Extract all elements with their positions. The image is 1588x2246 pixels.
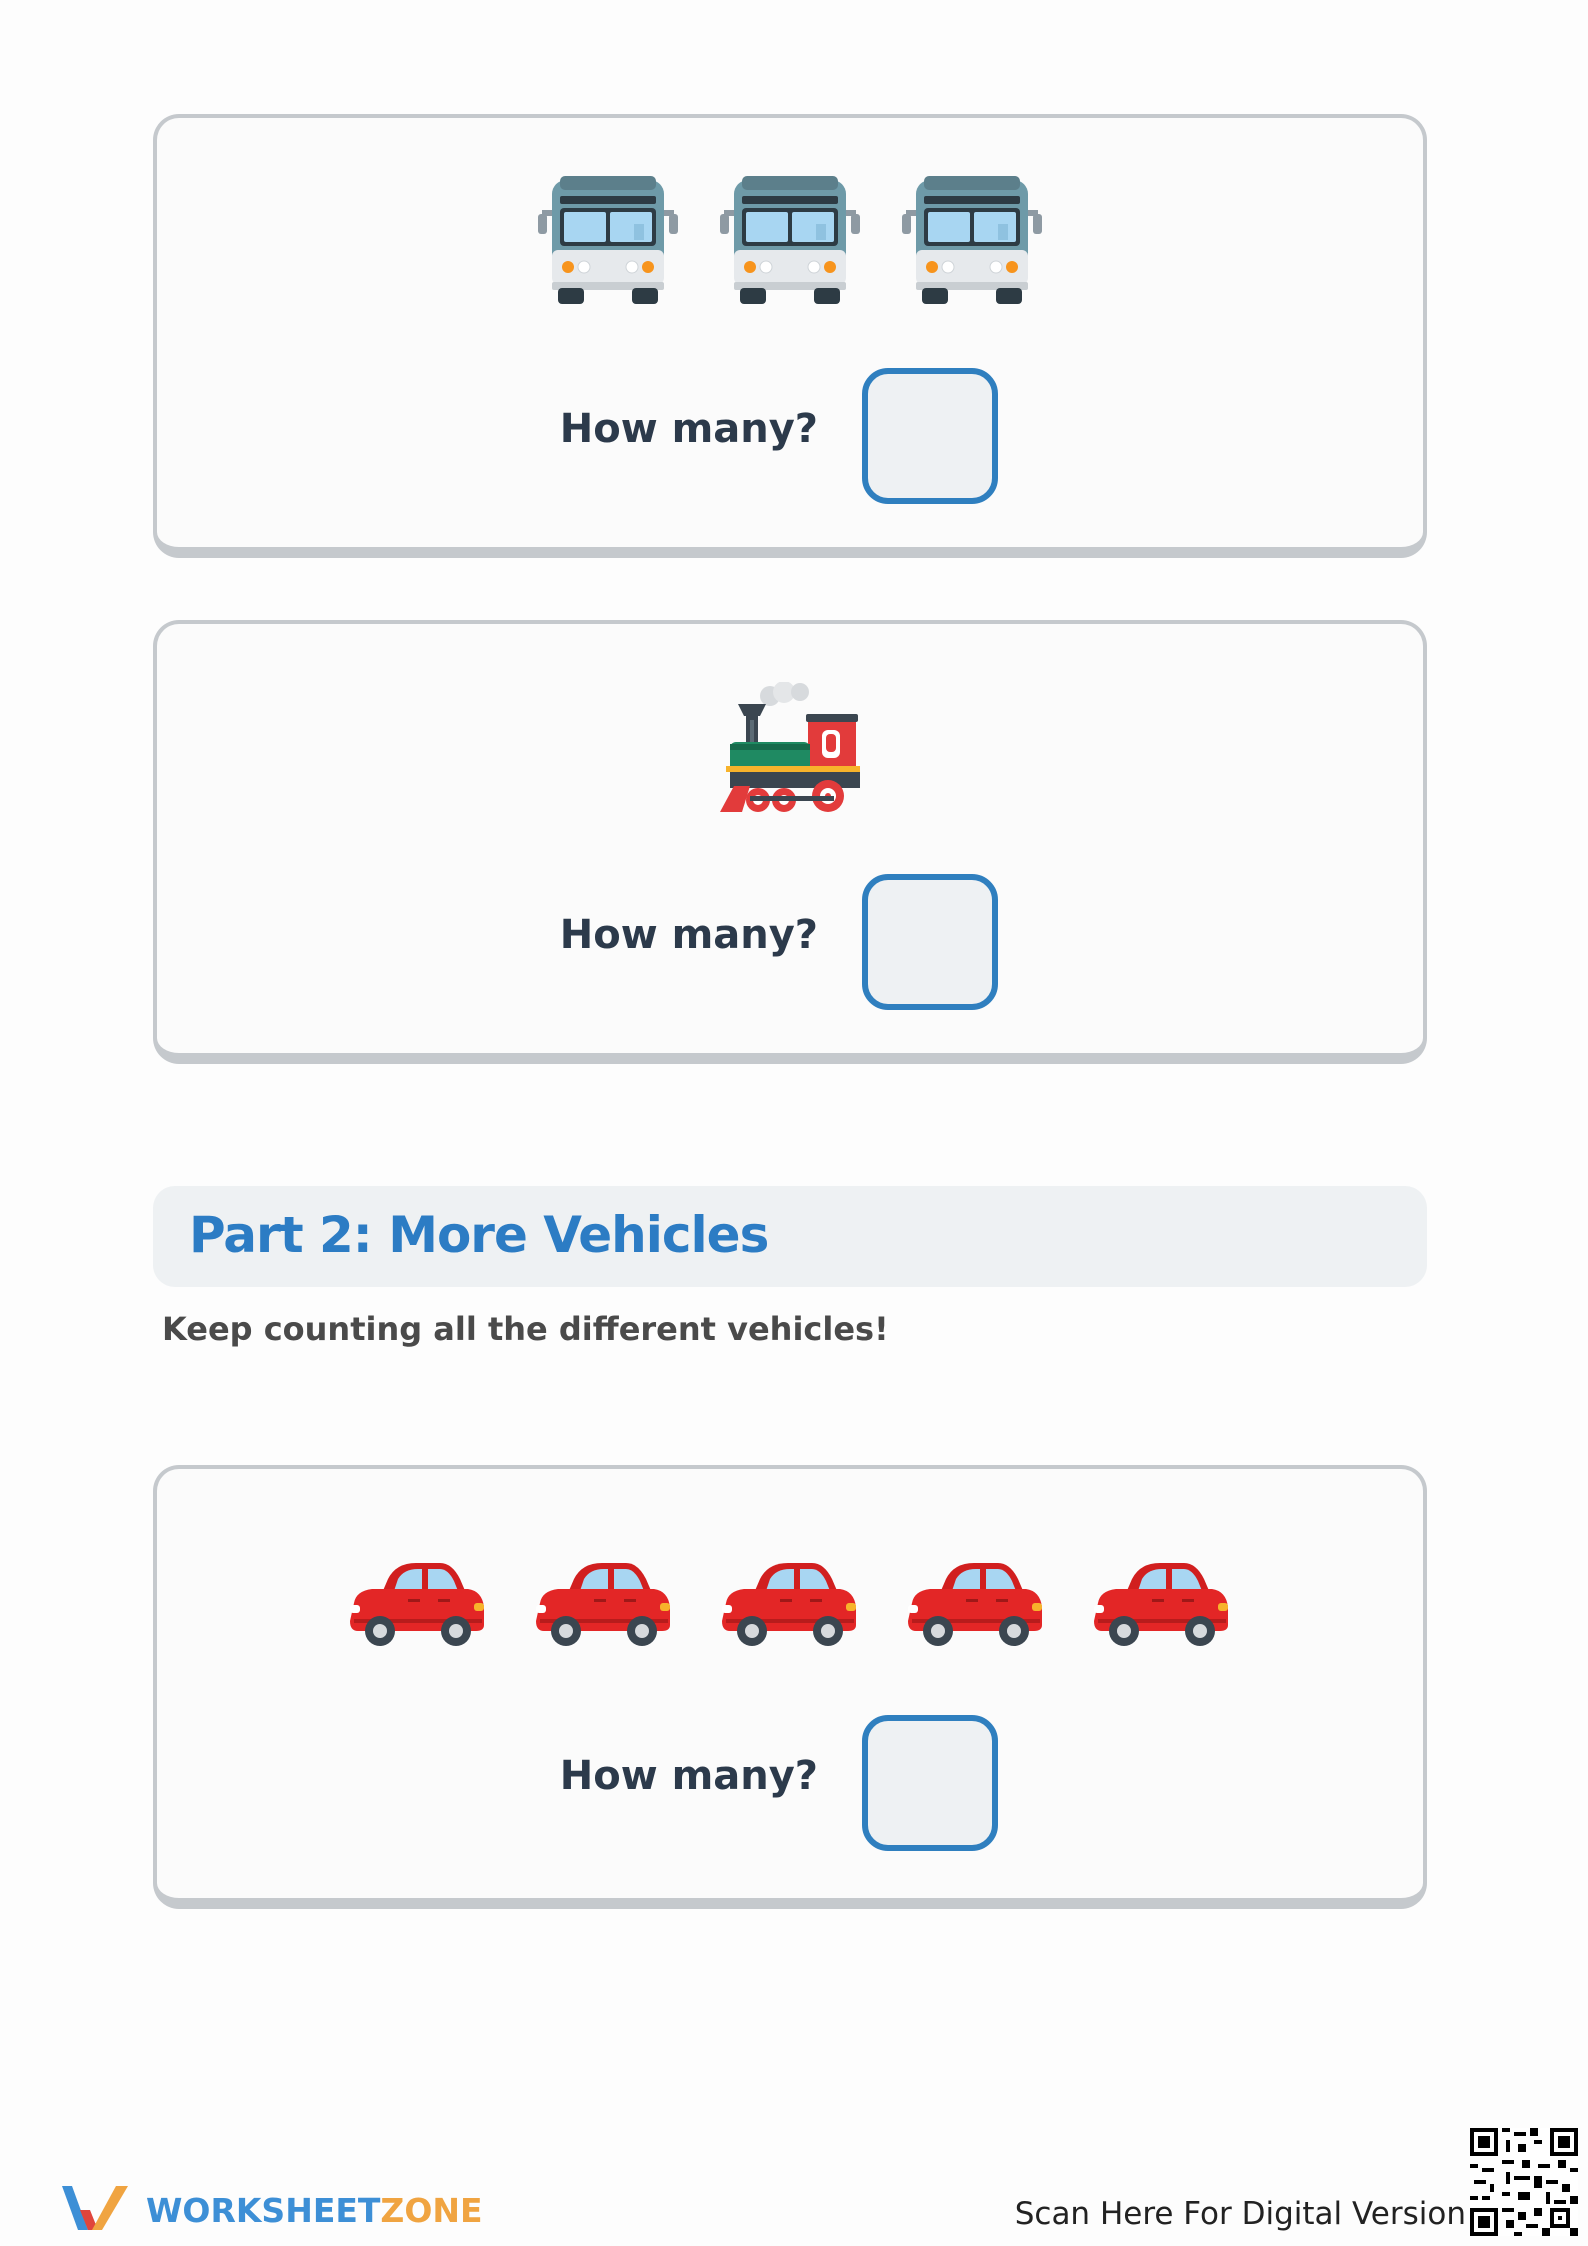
icon-row [157,176,1423,316]
scan-instruction: Scan Here For Digital Version [1014,2196,1466,2232]
car-icon [906,1559,1046,1669]
how-many-label: How many? [559,912,818,958]
car-icon [1092,1559,1232,1669]
bus-icon [902,176,1042,316]
question-card-train [153,620,1427,1064]
question-row [157,368,1423,504]
locomotive-icon [720,682,860,822]
answer-box[interactable] [862,1715,998,1851]
brand-name-part2: ZONE [380,2190,483,2230]
how-many-label: How many? [559,406,818,452]
car-icon [348,1559,488,1669]
bus-icon [538,176,678,316]
car-icon [534,1559,674,1669]
question-row [157,1715,1423,1851]
question-card-buses [153,114,1427,558]
brand-logo[interactable] [58,2180,483,2240]
bus-icon [720,176,860,316]
answer-box[interactable] [862,368,998,504]
brand-name-part1: WORKSHEET [146,2190,381,2230]
question-card-cars [153,1465,1427,1909]
icon-row [157,1559,1423,1669]
section-instructions: Keep counting all the different vehicles! [162,1310,889,1348]
section-title: Part 2: More Vehicles [189,1206,769,1264]
how-many-label: How many? [559,1753,818,1799]
worksheetzone-logo-icon [58,2180,132,2240]
car-icon [720,1559,860,1669]
question-row [157,874,1423,1010]
icon-row [157,682,1423,822]
answer-box[interactable] [862,874,998,1010]
section-header [153,1186,1427,1287]
brand-name [146,2191,483,2230]
qr-code-icon[interactable] [1470,2128,1578,2236]
